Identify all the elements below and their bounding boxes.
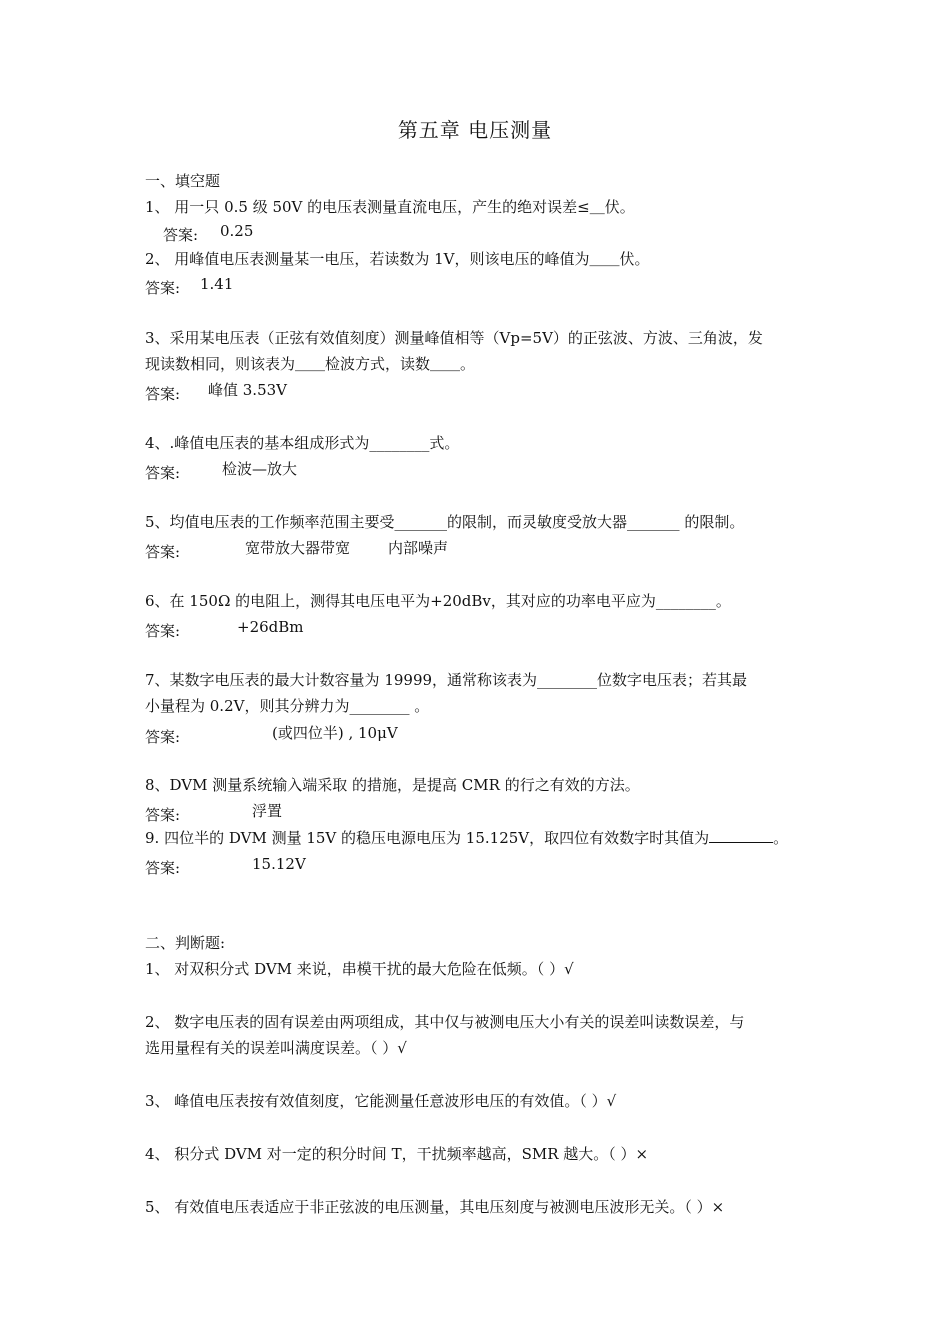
- chapter-title: 第五章 电压测量: [397, 118, 553, 142]
- question-4: 4、.峰值电压表的基本组成形式为________式。: [145, 434, 460, 452]
- question-9-text: 9. 四位半的 DVM 测量 15V 的稳压电源电压为 15.125V，取四位有效数字时其值为: [145, 829, 710, 847]
- question-9-end: 。: [773, 829, 789, 847]
- answer-4: 检波—放大: [222, 460, 298, 478]
- judgement-2-line-2: 选用量程有关的误差叫满度误差。（ ）√: [145, 1039, 407, 1057]
- answer-1: 0.25: [220, 222, 254, 240]
- answer-3: 峰值 3.53V: [208, 381, 287, 399]
- answer-6: +26dBm: [237, 618, 304, 636]
- question-1: 1、 用一只 0.5 级 50V 的电压表测量直流电压，产生的绝对误差≤＿伏。: [145, 198, 635, 216]
- question-8: 8、DVM 测量系统输入端采取 的措施，是提高 CMR 的行之有效的方法。: [145, 776, 640, 794]
- answer-label-2: 答案:: [145, 279, 181, 297]
- answer-label-6: 答案:: [145, 622, 181, 640]
- judgement-5: 5、 有效值电压表适应于非正弦波的电压测量，其电压刻度与被测电压波形无关。（ ）×: [145, 1198, 725, 1216]
- question-3-line-1: 3、采用某电压表（正弦有效值刻度）测量峰值相等（Vp=5V）的正弦波、方波、三角波，发: [145, 329, 763, 347]
- answer-label-7: 答案:: [145, 728, 181, 746]
- question-3-line-2: 现读数相同，则该表为＿＿检波方式，读数＿＿。: [145, 355, 476, 373]
- answer-7: (或四位半) , 10μV: [272, 724, 398, 742]
- answer-9: 15.12V: [252, 855, 306, 873]
- section2-heading: 二、判断题:: [145, 934, 226, 952]
- judgement-4: 4、 积分式 DVM 对一定的积分时间 T，干扰频率越高，SMR 越大。（ ）×: [145, 1145, 649, 1163]
- answer-5a: 宽带放大器带宽: [245, 539, 351, 557]
- answer-8: 浮置: [252, 802, 283, 820]
- question-6: 6、在 150Ω 的电阻上，测得其电压电平为+20dBv，其对应的功率电平应为________。: [145, 592, 731, 610]
- answer-label-1: 答案:: [163, 226, 199, 244]
- judgement-3: 3、 峰值电压表按有效值刻度，它能测量任意波形电压的有效值。（ ）√: [145, 1092, 617, 1110]
- answer-label-3: 答案:: [145, 385, 181, 403]
- judgement-2-line-1: 2、 数字电压表的固有误差由两项组成，其中仅与被测电压大小有关的误差叫读数误差，与: [145, 1013, 745, 1031]
- question-7-line-1: 7、某数字电压表的最大计数容量为 19999，通常称该表为________位数字电压表；若其最: [145, 671, 748, 689]
- answer-label-4: 答案:: [145, 464, 181, 482]
- question-5: 5、均值电压表的工作频率范围主要受_______的限制，而灵敏度受放大器_______ 的限制。: [145, 513, 745, 531]
- section1-heading: 一、填空题: [145, 172, 221, 190]
- answer-label-8: 答案:: [145, 806, 181, 824]
- judgement-1: 1、 对双积分式 DVM 来说，串模干扰的最大危险在低频。（ ）√: [145, 960, 574, 978]
- question-2: 2、 用峰值电压表测量某一电压，若读数为 1V，则该电压的峰值为＿＿伏。: [145, 250, 650, 268]
- question-9: [145, 825, 815, 851]
- question-7-line-2: 小量程为 0.2V，则其分辨力为________ 。: [145, 697, 430, 715]
- answer-2: 1.41: [200, 275, 234, 293]
- answer-label-9: 答案:: [145, 859, 181, 877]
- answer-5b: 内部噪声: [388, 539, 449, 557]
- answer-label-5: 答案:: [145, 543, 181, 561]
- answer-blank: [709, 828, 773, 843]
